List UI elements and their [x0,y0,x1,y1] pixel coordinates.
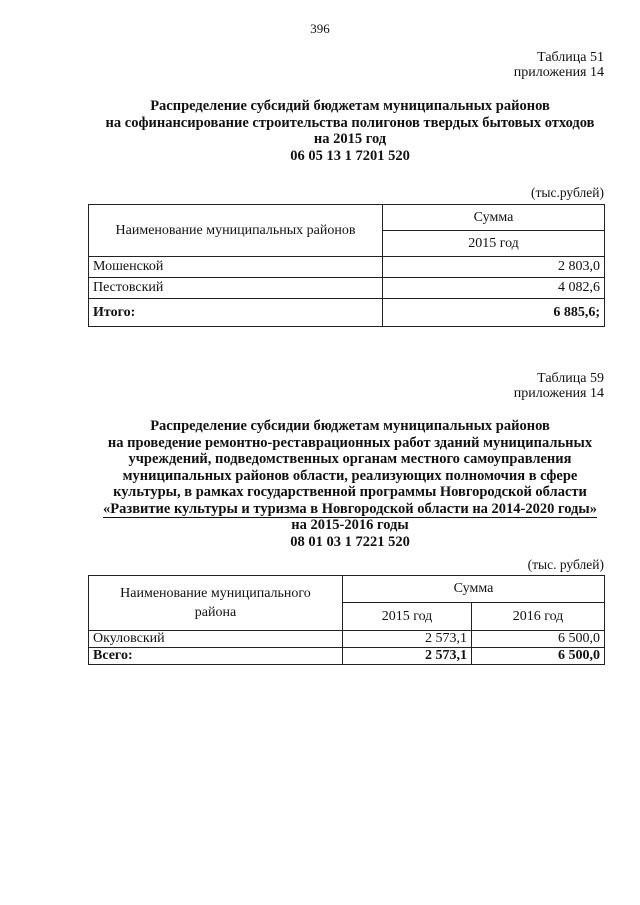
district-name-cell: Пестовский [89,278,383,299]
page-number: 396 [310,21,330,36]
table51-title-line: на софинансирование строительства полигонов твердых бытовых отходов [105,114,595,131]
table51-title-line: 06 05 13 1 7201 520 [290,147,410,164]
header-year-2015-cell: 2015 год [343,603,472,631]
table-header-row [89,576,605,603]
table59-unit: (тыс. рублей) [527,557,604,572]
header-name-cell [89,576,343,631]
table59-title-line: на 2015-2016 годы [291,517,409,533]
table59-title-line: Распределение субсидии бюджетам муниципальных районов [150,418,550,434]
table59-title-line: 08 01 03 1 7221 520 [290,533,410,550]
table51-reference [514,50,604,80]
table59-title-line: муниципальных районов области, реализующих полномочия в сфере [122,467,578,484]
table59-title-program-name: «Развитие культуры и туризма в Новгородской области на 2014-2020 годы» [103,500,597,517]
table51-ref-line2: приложения 14 [513,65,604,80]
table59 [88,575,605,665]
table-row [89,631,605,648]
header-year-2016-cell: 2016 год [472,603,605,631]
table59-title-line: учреждений, подведомственных органам местного самоуправления [128,451,572,467]
table51-ref-line1: Таблица 51 [537,50,604,65]
header-name-cell: Наименование муниципальных районов [89,205,383,257]
table59-title-line: на проведение ремонтно-реставрационных работ зданий муниципальных [107,434,593,451]
table59-title-line [80,501,620,518]
table-header-row [89,205,605,231]
table51-unit: (тыс.рублей) [531,185,604,200]
table-row [89,257,605,278]
header-sum-cell: Сумма [383,205,605,231]
table51-title [80,98,620,164]
header-name-line1: Наименование муниципального [120,586,311,601]
header-sum-cell: Сумма [343,576,605,603]
total-2016-cell: 6 500,0 [472,648,605,665]
table59-title [80,418,620,550]
table51 [88,204,605,327]
table-row [89,278,605,299]
district-name-cell: Мошенской [89,257,383,278]
amount-cell: 2 803,0 [383,257,605,278]
total-label-cell: Итого: [89,299,383,327]
table51-title-line: Распределение субсидий бюджетам муниципальных районов [150,98,550,114]
table-total-row [89,299,605,327]
table-total-row [89,648,605,665]
table59-ref-line1: Таблица 59 [537,371,604,386]
header-name-line2: района [194,605,237,620]
amount-cell: 4 082,6 [383,278,605,299]
table59-title-line: культуры, в рамках государственной программы Новгородской области [113,484,587,500]
table59-ref-line2: приложения 14 [513,386,604,401]
header-year-cell: 2015 год [383,231,605,257]
table59-reference [514,371,604,401]
district-name-cell: Окуловский [89,631,343,648]
amount-2016-cell: 6 500,0 [472,631,605,648]
total-label-cell: Всего: [89,648,343,665]
table51-title-line: на 2015 год [313,131,387,147]
amount-2015-cell: 2 573,1 [343,631,472,648]
total-2015-cell: 2 573,1 [343,648,472,665]
total-amount-cell: 6 885,6; [383,299,605,327]
